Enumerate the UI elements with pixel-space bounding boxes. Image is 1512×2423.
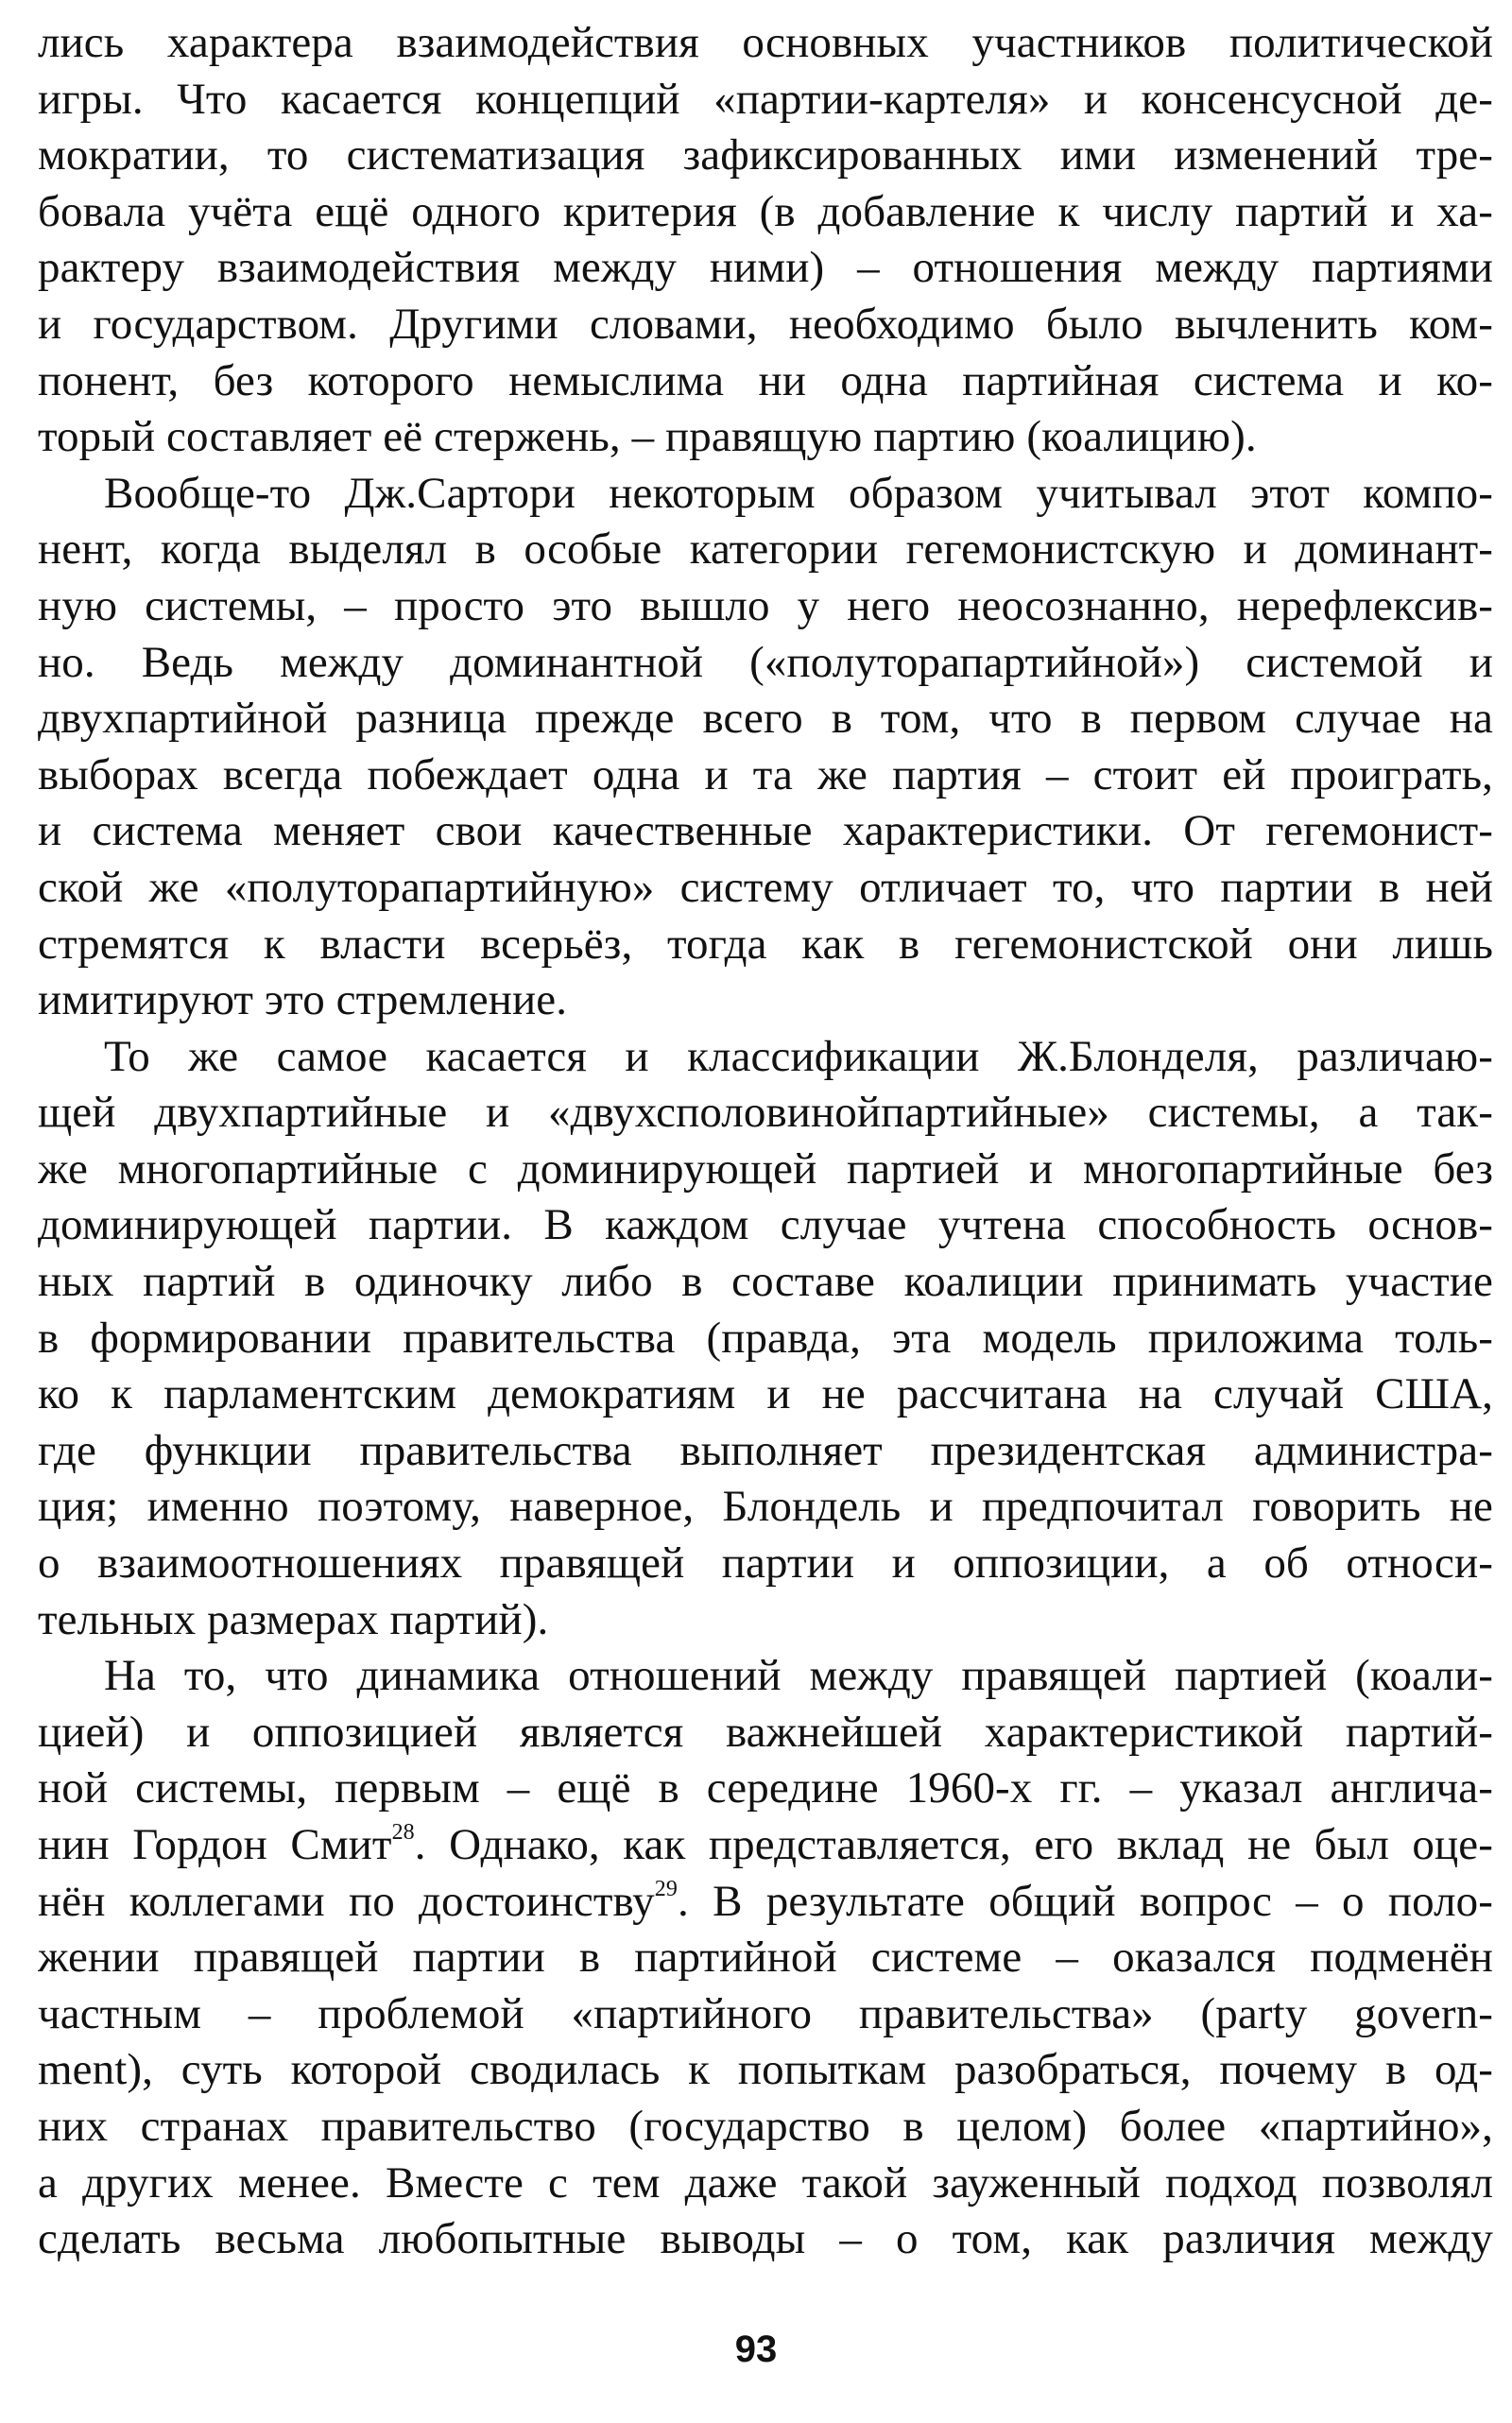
text-line: щей двухпартийные и «двухсполовинойпартийные» системы, а так-: [38, 1088, 1493, 1138]
text-line: бовала учёта ещё одного критерия (в добавление к числу партий и ха-: [38, 186, 1493, 236]
paragraph-4: [38, 1648, 1493, 2268]
text-fragment: . Однако, как представляется, его вклад не был оце-: [414, 1820, 1493, 1869]
text-line: жении правящей партии в партийной системе – оказался подменён: [38, 1933, 1493, 1983]
paragraph-2: [38, 466, 1493, 1029]
text-line: сделать весьма любопытные выводы – о том, как различия между: [38, 2214, 1493, 2264]
text-line: ную системы, – просто это вышло у него неосознанно, нерефлексив-: [38, 580, 1493, 630]
text-line: цией) и оппозицией является важнейшей характеристикой партий-: [38, 1707, 1493, 1757]
text-line: а других менее. Вместе с тем даже такой зауженный подход позволял: [38, 2157, 1493, 2208]
text-line: понент, без которого немыслима ни одна партийная система и ко-: [38, 355, 1493, 405]
footnote-ref-29: 29: [654, 1876, 678, 1901]
page-number: 93: [734, 2328, 778, 2370]
text-line: но. Ведь между доминантной («полуторапартийной») системой и: [38, 637, 1493, 687]
text-line: ной системы, первым – ещё в середине 1960-х гг. – указал англича-: [38, 1763, 1493, 1813]
text-line: ской же «полуторапартийную» систему отличает то, что партии в ней: [38, 862, 1493, 912]
text-line-with-footnote: [38, 1874, 1493, 1931]
text-fragment: нин Гордон Смит: [38, 1820, 392, 1869]
text-line: них странах правительство (государство в целом) более «партийно»,: [38, 2101, 1493, 2151]
text-line: частным – проблемой «партийного правительства» (party govern-: [38, 1988, 1493, 2038]
paragraph-1: [38, 15, 1493, 466]
paragraph-3: [38, 1029, 1493, 1649]
text-line: рактеру взаимодействия между ними) – отношения между партиями: [38, 243, 1493, 293]
text-line: тельных размерах партий).: [38, 1594, 549, 1644]
text-line: ция; именно поэтому, наверное, Блондель и предпочитал говорить не: [38, 1482, 1493, 1532]
footnote-ref-28: 28: [391, 1820, 415, 1846]
text-line: лись характера взаимодействия основных участников политической: [38, 18, 1493, 67]
text-line: То же самое касается и классификации Ж.Блонделя, различаю-: [104, 1031, 1493, 1081]
text-line: и государством. Другими словами, необходимо было вычленить ком-: [38, 299, 1493, 349]
text-line: мократии, то систематизация зафиксированных ими изменений тре-: [38, 130, 1493, 180]
text-line: в формировании правительства (правда, эта модель приложима толь-: [38, 1313, 1493, 1363]
text-line: выборах всегда побеждает одна и та же партия – стоит ей проиграть,: [38, 749, 1493, 799]
text-line: На то, что динамика отношений между правящей партией (коали-: [104, 1651, 1493, 1701]
text-line: ко к парламентским демократиям и не рассчитана на случай США,: [38, 1369, 1493, 1419]
text-line: торый составляет её стержень, – правящую партию (коалицию).: [38, 412, 1257, 462]
text-line: и система меняет свои качественные характеристики. От гегемонист-: [38, 806, 1493, 856]
text-line: ment), суть которой сводилась к попыткам разобраться, почему в од-: [38, 2045, 1493, 2095]
text-line: же многопартийные с доминирующей партией и многопартийные без: [38, 1143, 1493, 1194]
document-page: [38, 15, 1493, 2268]
text-line-with-footnote: [38, 1817, 1493, 1874]
text-line: нент, когда выделял в особые категории гегемонистскую и доминант-: [38, 524, 1493, 575]
text-fragment: нён коллегами по достоинству: [38, 1876, 655, 1926]
text-line: игры. Что касается концепций «партии-картеля» и консенсусной де-: [38, 74, 1493, 124]
text-line: доминирующей партии. В каждом случае учтена способность основ-: [38, 1200, 1493, 1250]
text-line: где функции правительства выполняет президентская администра-: [38, 1425, 1493, 1475]
text-line: Вообще-то Дж.Сартори некоторым образом учитывал этот компо-: [104, 468, 1493, 518]
text-fragment: . В результате общий вопрос – о поло-: [678, 1876, 1493, 1926]
text-line: двухпартийной разница прежде всего в том, что в первом случае на: [38, 694, 1493, 744]
text-line: стремятся к власти всерьёз, тогда как в гегемонистской они лишь: [38, 919, 1493, 969]
text-line: имитируют это стремление.: [38, 975, 568, 1025]
text-line: о взаимоотношениях правящей партии и оппозиции, а об относи-: [38, 1538, 1493, 1589]
text-line: ных партий в одиночку либо в составе коалиции принимать участие: [38, 1257, 1493, 1307]
